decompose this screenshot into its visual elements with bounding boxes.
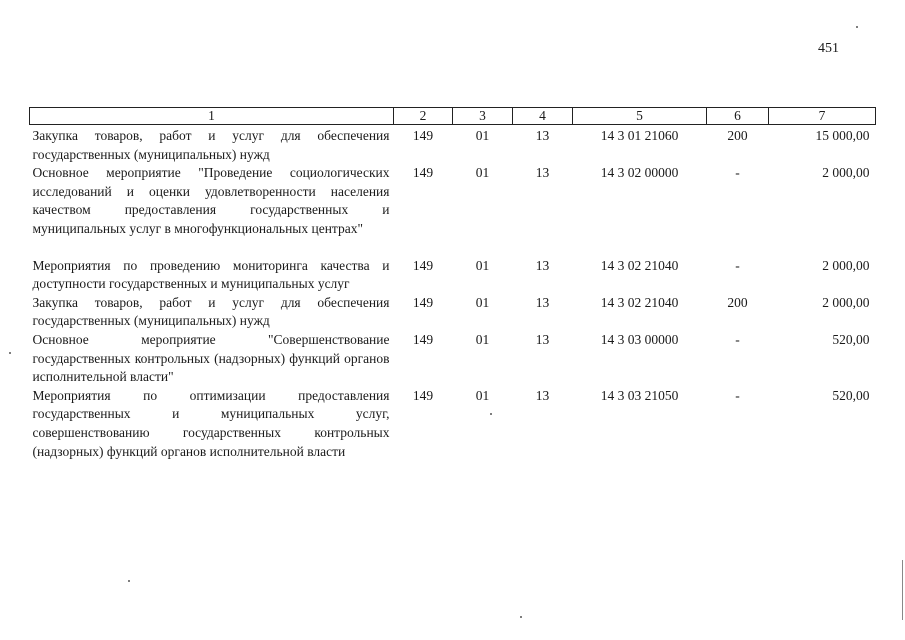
table-row [30, 257, 876, 294]
header-col-5: 5 [573, 108, 707, 125]
row-ministry-code: 149 [412, 294, 434, 310]
row-amount: 2 000,00 [822, 165, 870, 181]
row-subsection-code: 13 [535, 294, 550, 310]
row-subsection-code: 13 [535, 165, 550, 181]
row-ministry-code: 149 [412, 331, 434, 347]
table-row [30, 331, 876, 387]
row-expense-type: - [735, 257, 740, 273]
table-header [30, 108, 876, 125]
row-ministry-code: 149 [412, 257, 434, 273]
row-subsection-code: 13 [535, 128, 550, 143]
row-section-code: 01 [475, 294, 490, 310]
row-subsection-code: 13 [535, 331, 550, 347]
row-amount: 520,00 [832, 387, 870, 403]
table-row [30, 164, 876, 256]
row-section-code: 01 [475, 165, 490, 181]
row-section-code: 01 [475, 128, 490, 143]
table-row [30, 387, 876, 461]
row-expense-type: - [735, 331, 740, 347]
row-ministry-code: 149 [412, 165, 434, 181]
row-target-article: 14 3 01 21060 [600, 128, 679, 143]
row-expense-type: 200 [727, 294, 748, 310]
row-amount: 2 000,00 [822, 294, 870, 310]
scan-speck [520, 616, 522, 618]
row-description: Закупка товаров, работ и услуг для обеспечения государственных (муниципальных) нужд [32, 128, 390, 162]
row-target-article: 14 3 02 00000 [600, 165, 679, 181]
table-body [30, 125, 876, 462]
header-col-7: 7 [769, 108, 876, 125]
scan-speck [9, 352, 11, 354]
row-ministry-code: 149 [412, 387, 434, 403]
scan-speck [490, 413, 492, 415]
header-col-6: 6 [707, 108, 769, 125]
row-amount: 15 000,00 [815, 128, 870, 143]
scan-speck [856, 26, 858, 28]
header-col-3: 3 [453, 108, 513, 125]
row-section-code: 01 [475, 257, 490, 273]
row-description: Закупка товаров, работ и услуг для обеспечения государственных (муниципальных) нужд [32, 294, 390, 329]
row-target-article: 14 3 02 21040 [600, 257, 679, 273]
row-target-article: 14 3 03 21050 [600, 387, 679, 403]
header-col-1: 1 [30, 108, 394, 125]
row-ministry-code: 149 [412, 128, 434, 143]
row-description: Мероприятия по проведению мониторинга качества и доступности государственных и муниципальных услуг [32, 257, 390, 292]
row-target-article: 14 3 02 21040 [600, 294, 679, 310]
row-subsection-code: 13 [535, 257, 550, 273]
page-number: 451 [818, 41, 839, 56]
scan-margin-line [902, 560, 903, 620]
row-target-article: 14 3 03 00000 [600, 331, 679, 347]
row-amount: 2 000,00 [822, 257, 870, 273]
budget-table [29, 107, 876, 461]
row-section-code: 01 [475, 387, 490, 403]
scan-speck [128, 580, 130, 582]
table-row [30, 294, 876, 331]
row-subsection-code: 13 [535, 387, 550, 403]
row-expense-type: - [735, 387, 740, 403]
row-expense-type: - [735, 165, 740, 181]
row-section-code: 01 [475, 331, 490, 347]
header-col-4: 4 [513, 108, 573, 125]
row-description: Мероприятия по оптимизации предоставления государственных и муниципальных услуг, совершенствованию государственных контрольных (надзорных) функций органов исполнительной власти [32, 387, 390, 459]
row-expense-type: 200 [727, 128, 748, 143]
row-description: Основное мероприятие "Проведение социологических исследований и оценки удовлетворенности населения качеством предоставления государственных и муниципальных услуг в многофункциональных центрах" [32, 165, 390, 236]
table-row [30, 125, 876, 165]
header-row [30, 108, 876, 125]
header-col-2: 2 [394, 108, 453, 125]
row-amount: 520,00 [832, 331, 870, 347]
row-description: Основное мероприятие "Совершенствование государственных контрольных (надзорных) функций органов исполнительной власти" [32, 331, 390, 385]
